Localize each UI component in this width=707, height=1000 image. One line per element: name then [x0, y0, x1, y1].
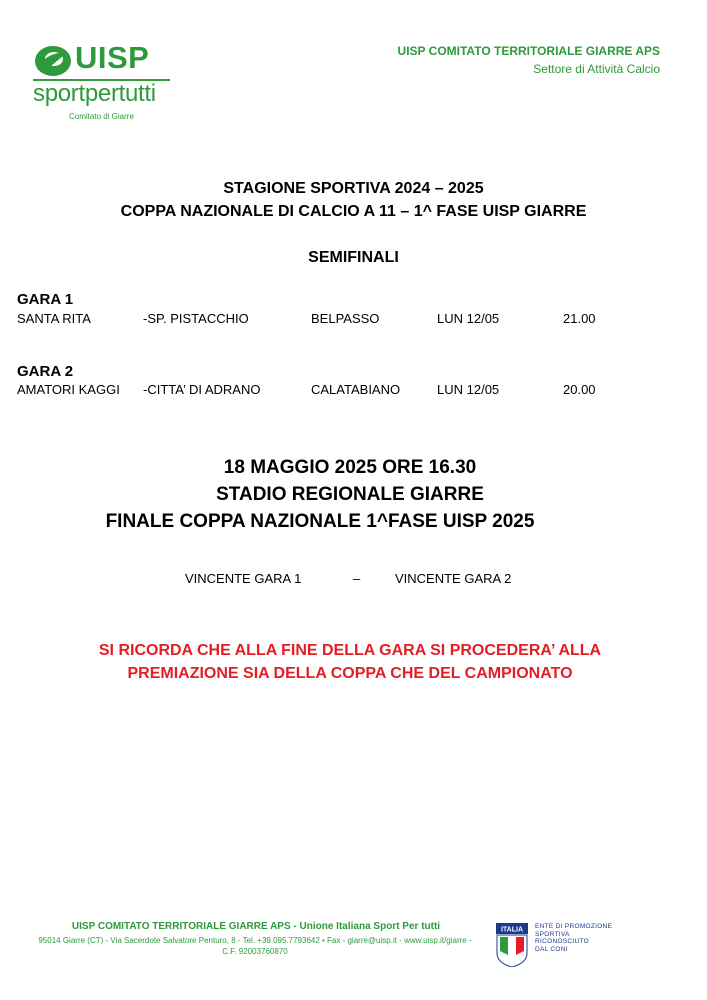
uisp-logo-mark-icon	[33, 43, 73, 77]
logo-tagline: sportpertutti	[33, 80, 156, 107]
coni-text-line: RICONOSCIUTO	[535, 938, 590, 945]
cup-title: COPPA NAZIONALE DI CALCIO A 11 – 1^ FASE UISP GIARRE	[120, 203, 587, 220]
notice-line-1: SI RICORDA CHE ALLA FINE DELLA GARA SI PROCEDERA’ ALLA	[98, 642, 602, 659]
final-datetime: 18 MAGGIO 2025 ORE 16.30	[223, 457, 477, 478]
phase-title: SEMIFINALI	[308, 249, 399, 266]
match-1-label: GARA 1	[17, 291, 74, 308]
match-2-home: AMATORI KAGGI	[17, 382, 120, 397]
logo-brand: UISP	[75, 40, 150, 75]
match-2-date: LUN 12/05	[437, 382, 500, 397]
final-team-b: VINCENTE GARA 2	[395, 571, 512, 586]
match-2-time: 20.00	[563, 382, 596, 397]
coni-text	[535, 923, 612, 953]
match-1-venue: BELPASSO	[311, 311, 380, 326]
logo-subtitle: Comitato di Giarre	[69, 112, 134, 121]
final-team-a: VINCENTE GARA 1	[185, 571, 302, 586]
season-title: STAGIONE SPORTIVA 2024 – 2025	[223, 180, 484, 197]
match-2-venue: CALATABIANO	[311, 382, 401, 397]
final-title: FINALE COPPA NAZIONALE 1^FASE UISP 2025	[105, 511, 535, 532]
notice-line-2: PREMIAZIONE SIA DELLA COPPA CHE DEL CAMPIONATO	[127, 665, 573, 682]
coni-text-line: ENTE DI PROMOZIONE	[535, 923, 613, 930]
footer-tax-code: C.F. 92003760870	[222, 947, 288, 956]
footer-title: UISP COMITATO TERRITORIALE GIARRE APS - Unione Italiana Sport Per tutti	[71, 921, 441, 932]
final-separator: –	[353, 571, 361, 586]
match-1-time: 21.00	[563, 311, 596, 326]
match-1-date: LUN 12/05	[437, 311, 500, 326]
match-1-home: SANTA RITA	[17, 311, 91, 326]
match-2-label: GARA 2	[17, 363, 74, 380]
coni-text-line: SPORTIVA	[535, 930, 570, 938]
header-title: UISP COMITATO TERRITORIALE GIARRE APS	[397, 44, 660, 58]
header-subtitle: Settore di Attività Calcio	[533, 62, 660, 76]
coni-shield-icon	[496, 923, 528, 967]
match-2-away: -CITTA’ DI ADRANO	[143, 382, 261, 397]
match-1-away: -SP. PISTACCHIO	[143, 311, 249, 326]
coni-text-line: DAL CONI	[535, 945, 568, 953]
final-stadium: STADIO REGIONALE GIARRE	[216, 484, 484, 505]
coni-badge-label: ITALIA	[500, 926, 524, 934]
footer-address: 95014 Giarre (CT) - Via Sacerdote Salvatore Penturo, 8 - Tel. +39.095.7793642 • Fax - giarre@uisp.it - www.uisp.it/giarre -	[38, 936, 472, 945]
